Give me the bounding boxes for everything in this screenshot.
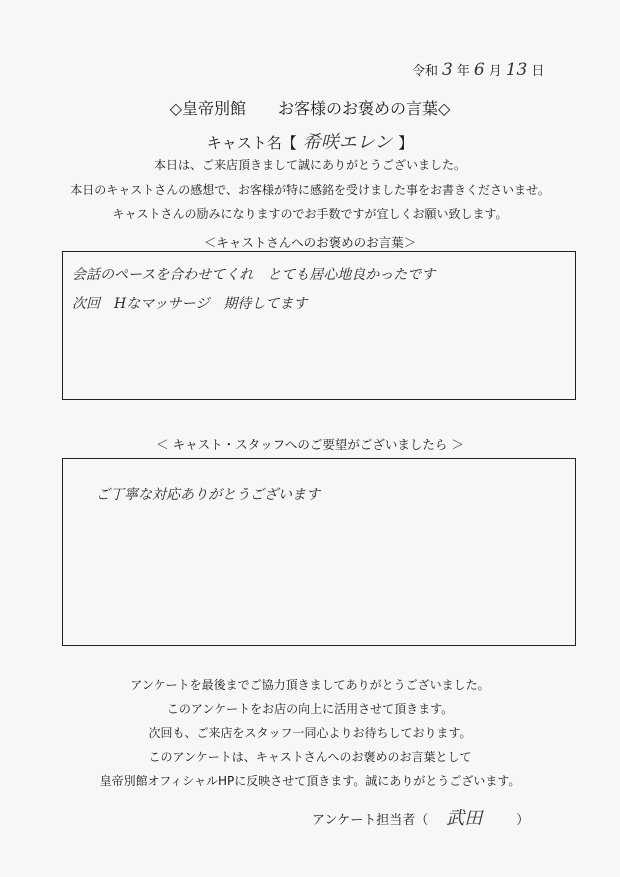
survey-staff-handwritten-name: 武田 — [446, 808, 483, 829]
intro-line: 本日のキャストさんの感想で、お客様が特に感銘を受けました事をお書きくださいませ。 — [70, 183, 550, 197]
date-month-unit: 月 — [488, 64, 502, 79]
request-heading: ＜ キャスト・スタッフへのご要望がございましたら ＞ — [156, 437, 464, 452]
cast-name-bracket-close: 】 — [398, 134, 414, 152]
praise-handwritten-line: 次回 Hなマッサージ 期待してます — [72, 296, 308, 312]
date-day-unit: 日 — [531, 64, 545, 79]
request-handwritten-line: ご丁寧な対応ありがとうございます — [96, 487, 320, 503]
intro-line: キャストさんの励みになりますのでお手数ですが宜しくお願い致します。 — [112, 207, 508, 221]
survey-staff-label: アンケート担当者（ — [312, 813, 429, 828]
praise-handwritten-line: 会話のペースを合わせてくれ とても居心地良かったです — [72, 267, 436, 283]
date-year-unit: 年 — [456, 64, 470, 79]
closing-line: アンケートを最後までご協力頂きましてありがとうございました。 — [130, 678, 490, 692]
praise-heading: ＜キャストさんへのお褒めのお言葉＞ — [203, 235, 417, 250]
date — [412, 60, 544, 80]
survey-staff-signature — [312, 804, 529, 830]
survey-staff-paren-close: ） — [516, 813, 530, 828]
cast-name-line — [0, 128, 620, 154]
show-through-text — [180, 12, 390, 33]
cast-name-label: キャスト名【 — [206, 134, 297, 152]
closing-line: このアンケートは、キャストさんへのお褒めのお言葉として — [148, 750, 472, 764]
date-month-handwritten: 6 — [473, 60, 485, 80]
page-title: ◇皇帝別館 お客様のお褒めの言葉◇ — [169, 99, 451, 118]
closing-line: このアンケートをお店の向上に活用させて頂きます。 — [166, 702, 454, 716]
date-day-handwritten: 13 — [505, 60, 528, 80]
date-year-handwritten: 3 — [442, 60, 453, 80]
cast-name-handwritten: 希咲エレン — [302, 132, 393, 153]
closing-line: 皇帝別館オフィシャルHPに反映させて頂きます。誠にありがとうございます。 — [99, 774, 521, 788]
intro-line: 本日は、ご来店頂きまして誠にありがとうございました。 — [153, 158, 466, 172]
closing-line: 次回も、ご来店をスタッフ一同心よりお待ちしております。 — [148, 726, 472, 740]
date-era: 令和 — [412, 64, 439, 79]
